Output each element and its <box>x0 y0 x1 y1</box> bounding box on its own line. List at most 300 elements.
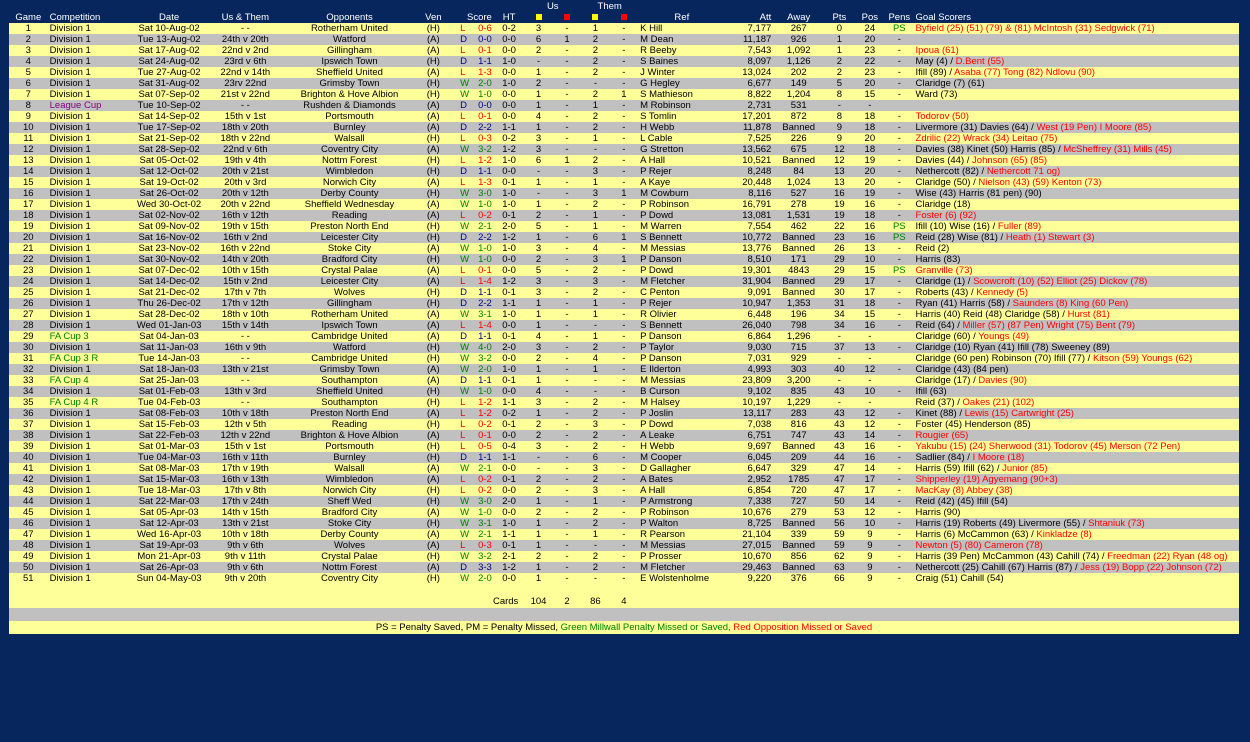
penalties: - <box>885 298 913 309</box>
them-red-cards: - <box>610 23 638 34</box>
us-red-cards: - <box>553 320 581 331</box>
them-red-cards: 1 <box>610 188 638 199</box>
result-score <box>451 551 494 562</box>
points: 43 <box>824 441 854 452</box>
game-number: 29 <box>9 331 48 342</box>
league-positions: 15th v 2nd <box>207 276 283 287</box>
league-positions: 20th v 3rd <box>207 177 283 188</box>
attendance: 9,030 <box>726 342 774 353</box>
competition: Division 1 <box>48 232 131 243</box>
score: 2-1 <box>478 463 492 474</box>
penalties: - <box>885 111 913 122</box>
table-row <box>9 254 1239 265</box>
opponent: Reading <box>283 210 415 221</box>
game-number: 24 <box>9 276 48 287</box>
league-positions: 16th v 2nd <box>207 232 283 243</box>
us-yellow-cards: 2 <box>524 507 552 518</box>
us-yellow-cards: 1 <box>524 529 552 540</box>
league-position: 20 <box>855 78 885 89</box>
half-time-score: 0-1 <box>494 210 524 221</box>
score: 4-0 <box>478 342 492 353</box>
scorer-text: Claridge (10) Ryan (41) Ifill (78) Sweeney (89) <box>915 342 1110 353</box>
us-yellow-cards: 1 <box>524 320 552 331</box>
game-number: 9 <box>9 111 48 122</box>
result-score <box>451 243 494 254</box>
goal-scorers <box>914 342 1239 353</box>
result-score <box>451 562 494 573</box>
attendance: 13,776 <box>726 243 774 254</box>
away-fans: 527 <box>773 188 824 199</box>
us-red-cards: - <box>553 529 581 540</box>
opponent: Brighton & Hove Albion <box>283 89 415 100</box>
them-yellow-cards: 3 <box>581 419 609 430</box>
game-number: 30 <box>9 342 48 353</box>
opponent: Derby County <box>283 529 415 540</box>
scorer-text: Sadlier (84) / <box>915 452 973 463</box>
away-fans: Banned <box>773 276 824 287</box>
match-date: Sat 21-Dec-02 <box>131 287 207 298</box>
game-number: 10 <box>9 122 48 133</box>
game-number: 12 <box>9 144 48 155</box>
league-positions: 19th v 15th <box>207 221 283 232</box>
table-row <box>9 133 1239 144</box>
referee: B Curson <box>638 386 725 397</box>
penalties: - <box>885 56 913 67</box>
competition: Division 1 <box>48 133 131 144</box>
league-position: 12 <box>855 419 885 430</box>
referee: R Olivier <box>638 309 725 320</box>
venue: (H) <box>416 56 452 67</box>
result-score <box>451 232 494 243</box>
points: 0 <box>824 23 854 34</box>
points: 53 <box>824 507 854 518</box>
match-date: Tue 17-Sep-02 <box>131 122 207 133</box>
them-red-cards: - <box>610 133 638 144</box>
referee: P Armstrong <box>638 496 725 507</box>
them-red-cards: - <box>610 474 638 485</box>
us-header: Us <box>546 2 559 12</box>
attendance: 10,947 <box>726 298 774 309</box>
table-row <box>9 34 1239 45</box>
them-yellow-cards: - <box>581 375 609 386</box>
us-red-cards: - <box>553 507 581 518</box>
result-score <box>451 485 494 496</box>
them-red-cards: - <box>610 364 638 375</box>
goal-scorers <box>914 276 1239 287</box>
league-positions: - - <box>207 331 283 342</box>
away-fans: 747 <box>773 430 824 441</box>
result: W <box>460 463 470 474</box>
attendance: 7,554 <box>726 221 774 232</box>
opponent: Wimbledon <box>283 166 415 177</box>
score: 0-2 <box>478 419 492 430</box>
competition: Division 1 <box>48 430 131 441</box>
opponent: Southampton <box>283 375 415 386</box>
opponent: Crystal Palae <box>283 551 415 562</box>
result: L <box>460 408 466 419</box>
result: W <box>460 496 470 507</box>
goal-scorers <box>914 122 1239 133</box>
col-game: Game <box>15 12 42 23</box>
score: 1-2 <box>478 408 492 419</box>
us-yellow-cards: 3 <box>524 144 552 155</box>
table-row <box>9 452 1239 463</box>
us-yellow-cards: 2 <box>524 78 552 89</box>
result-score <box>451 122 494 133</box>
us-red-cards: - <box>553 232 581 243</box>
them-yellow-cards: 3 <box>581 485 609 496</box>
penalties: - <box>885 507 913 518</box>
match-date: Mon 21-Apr-03 <box>131 551 207 562</box>
game-number: 36 <box>9 408 48 419</box>
league-position: 12 <box>855 507 885 518</box>
opponent: Norwich City <box>283 177 415 188</box>
scorer-text: Ifill (63) <box>915 386 947 397</box>
result: W <box>460 353 470 364</box>
us-red-cards: - <box>553 496 581 507</box>
league-position: 14 <box>855 430 885 441</box>
table-row <box>9 166 1239 177</box>
them-yellow-cards: 1 <box>581 529 609 540</box>
attendance: 13,024 <box>726 67 774 78</box>
scorer-text: Harris (19) Roberts (49) Livermore (55) / <box>915 518 1089 529</box>
goal-scorers <box>914 375 1239 386</box>
table-row <box>9 210 1239 221</box>
penalties <box>885 397 913 408</box>
points: 9 <box>824 122 854 133</box>
match-date: Sat 04-Jan-03 <box>131 331 207 342</box>
competition: Division 1 <box>48 408 131 419</box>
score: 2-0 <box>478 573 492 584</box>
away-fans: 267 <box>773 23 824 34</box>
us-yellow-cards: 3 <box>524 276 552 287</box>
result: L <box>460 67 466 78</box>
opponent: Sheffield United <box>283 67 415 78</box>
penalties: PS <box>885 265 913 276</box>
result: W <box>460 529 470 540</box>
away-fans: 84 <box>773 166 824 177</box>
result-score <box>451 573 494 584</box>
result: L <box>460 111 466 122</box>
them-yellow-cards: 6 <box>581 232 609 243</box>
score: 0-1 <box>478 45 492 56</box>
referee: A Hall <box>638 155 725 166</box>
goal-scorers <box>914 298 1239 309</box>
half-time-score: 0-0 <box>494 353 524 364</box>
away-fans: Banned <box>773 562 824 573</box>
half-time-score: 0-1 <box>494 474 524 485</box>
points: 22 <box>824 221 854 232</box>
us-red-cards: - <box>553 188 581 199</box>
venue: (A) <box>416 177 452 188</box>
league-positions: - - <box>207 397 283 408</box>
venue: (A) <box>416 210 452 221</box>
score: 1-3 <box>478 67 492 78</box>
table-row <box>9 122 1239 133</box>
result: W <box>460 254 470 265</box>
league-positions: 16th v 22nd <box>207 243 283 254</box>
them-yellow-cards: 6 <box>581 452 609 463</box>
competition: Division 1 <box>48 573 131 584</box>
game-number: 20 <box>9 232 48 243</box>
league-position: 20 <box>855 34 885 45</box>
scorer-text: Davies (44) / <box>915 155 973 166</box>
us-red-cards: - <box>553 474 581 485</box>
header-row-top <box>9 2 1239 13</box>
match-date: Sat 18-Jan-03 <box>131 364 207 375</box>
league-positions: - - <box>207 375 283 386</box>
points: 1 <box>824 34 854 45</box>
half-time-score: 1-0 <box>494 78 524 89</box>
referee: S Bennett <box>638 320 725 331</box>
penalties: - <box>885 144 913 155</box>
them-red-cards: - <box>610 386 638 397</box>
game-number: 28 <box>9 320 48 331</box>
venue: (A) <box>416 265 452 276</box>
table-row <box>9 408 1239 419</box>
referee: M Dean <box>638 34 725 45</box>
table-row <box>9 298 1239 309</box>
goal-scorers <box>914 199 1239 210</box>
table-row <box>9 144 1239 155</box>
venue: (H) <box>416 166 452 177</box>
them-yellow-cards: 2 <box>581 34 609 45</box>
game-number: 35 <box>9 397 48 408</box>
match-date: Sun 04-May-03 <box>131 573 207 584</box>
col-pts: Pts <box>832 12 847 23</box>
us-red-cards: - <box>553 56 581 67</box>
them-yellow-cards: 3 <box>581 254 609 265</box>
referee: S Tomlin <box>638 111 725 122</box>
league-positions: 15th v 14th <box>207 320 283 331</box>
result: D <box>460 56 467 67</box>
attendance: 11,878 <box>726 122 774 133</box>
table-row <box>9 364 1239 375</box>
col-date: Date <box>159 12 180 23</box>
league-positions: 17th v 12th <box>207 298 283 309</box>
them-yellow-cards: 2 <box>581 67 609 78</box>
competition: Division 1 <box>48 78 131 89</box>
half-time-score: 1-0 <box>494 309 524 320</box>
result-score <box>451 353 494 364</box>
them-red-cards: - <box>610 518 638 529</box>
us-yellow-cards: 1 <box>524 177 552 188</box>
points: - <box>824 331 854 342</box>
them-red-cards: - <box>610 529 638 540</box>
us-red-cards: - <box>553 331 581 342</box>
goal-scorers <box>914 232 1239 243</box>
them-yellow-cards: 2 <box>581 562 609 573</box>
score: 0-2 <box>478 485 492 496</box>
goal-scorers <box>914 34 1239 45</box>
result: W <box>460 78 470 89</box>
attendance: 6,647 <box>726 463 774 474</box>
them-yellow-cards: 1 <box>581 210 609 221</box>
us-yellow-cards: 1 <box>524 518 552 529</box>
result: W <box>460 221 470 232</box>
half-time-score: 0-0 <box>494 386 524 397</box>
goal-scorers <box>914 89 1239 100</box>
league-position: 12 <box>855 364 885 375</box>
referee: P Danson <box>638 353 725 364</box>
venue: (H) <box>416 298 452 309</box>
scorer-text: Ifill (89) / <box>915 67 955 78</box>
penalties: - <box>885 45 913 56</box>
away-fans: 856 <box>773 551 824 562</box>
opponent: Coventry City <box>283 144 415 155</box>
result: L <box>460 210 466 221</box>
league-position: 18 <box>855 210 885 221</box>
scorer-text: Reid (64) / <box>915 320 963 331</box>
us-yellow-cards: 3 <box>524 243 552 254</box>
venue: (H) <box>416 232 452 243</box>
opponent: Derby County <box>283 188 415 199</box>
referee: M Robinson <box>638 100 725 111</box>
them-red-cards: - <box>610 540 638 551</box>
them-yellow-cards: 2 <box>581 507 609 518</box>
game-number: 26 <box>9 298 48 309</box>
referee: A Hall <box>638 485 725 496</box>
score: 0-3 <box>478 540 492 551</box>
venue: (A) <box>416 144 452 155</box>
goal-scorers <box>914 562 1239 573</box>
table-row <box>9 111 1239 122</box>
points: 50 <box>824 496 854 507</box>
points: 13 <box>824 166 854 177</box>
game-number: 47 <box>9 529 48 540</box>
league-positions: 12th v 5th <box>207 419 283 430</box>
match-date: Sat 25-Jan-03 <box>131 375 207 386</box>
scorer-text: D.Bent (55) <box>955 56 1005 67</box>
goal-scorers <box>914 430 1239 441</box>
score: 2-2 <box>478 298 492 309</box>
us-yellow-cards: 1 <box>524 540 552 551</box>
result-score <box>451 177 494 188</box>
col-us-them: Us & Them <box>221 12 269 23</box>
score: 1-1 <box>478 287 492 298</box>
us-yellow-cards: 4 <box>524 111 552 122</box>
scorer-text: Claridge (1) / <box>915 276 974 287</box>
result-score <box>451 529 494 540</box>
opponent: Burnley <box>283 452 415 463</box>
penalties: PS <box>885 23 913 34</box>
attendance: 27,015 <box>726 540 774 551</box>
opponent: Gillingham <box>283 298 415 309</box>
points: 31 <box>824 298 854 309</box>
them-yellow-cards: 1 <box>581 221 609 232</box>
goal-scorers <box>914 573 1239 584</box>
goal-scorers <box>914 265 1239 276</box>
venue: (H) <box>416 419 452 430</box>
scorer-text: Kinkladze (8) <box>1036 529 1092 540</box>
points: 43 <box>824 386 854 397</box>
scorer-text: Livermore (31) Davies (64) / <box>915 122 1037 133</box>
goal-scorers <box>914 397 1239 408</box>
away-fans: Banned <box>773 540 824 551</box>
game-number: 31 <box>9 353 48 364</box>
us-red-cards: - <box>553 408 581 419</box>
attendance: 29,463 <box>726 562 774 573</box>
opponent: Nottm Forest <box>283 562 415 573</box>
competition: Division 1 <box>48 342 131 353</box>
venue: (A) <box>416 463 452 474</box>
match-date: Sat 10-Aug-02 <box>131 23 207 34</box>
them-yellow-cards: 2 <box>581 342 609 353</box>
score: 3-1 <box>478 309 492 320</box>
them-red-cards: - <box>610 298 638 309</box>
away-fans: 1,204 <box>773 89 824 100</box>
them-yellow-cards: 2 <box>581 408 609 419</box>
table-row <box>9 309 1239 320</box>
scorer-text: Yakubu (15) (24) Sherwood (31) Todorov (45) Merson (72 Pen) <box>915 441 1181 452</box>
referee: P Dowd <box>638 419 725 430</box>
points: 44 <box>824 452 854 463</box>
league-position: 9 <box>855 551 885 562</box>
scorer-text: Ifill (10) Wise (16) / <box>915 221 998 232</box>
referee: M Warren <box>638 221 725 232</box>
half-time-score: 0-2 <box>494 23 524 34</box>
attendance: 6,045 <box>726 452 774 463</box>
competition: Division 1 <box>48 122 131 133</box>
them-red-cards: - <box>610 397 638 408</box>
them-yellow-cards: - <box>581 320 609 331</box>
referee: L Cable <box>638 133 725 144</box>
match-date: Sat 01-Feb-03 <box>131 386 207 397</box>
them-yellow-cards: 2 <box>581 518 609 529</box>
scorer-text: Jess (19) Bopp (22) Johnson (72) <box>1080 562 1222 573</box>
half-time-score: 0-0 <box>494 89 524 100</box>
us-red-cards: - <box>553 430 581 441</box>
half-time-score: 0-0 <box>494 166 524 177</box>
result-score <box>451 441 494 452</box>
venue: (H) <box>416 551 452 562</box>
opponent: Grimsby Town <box>283 78 415 89</box>
scorer-text: Craig (51) Cahill (54) <box>915 573 1004 584</box>
venue: (H) <box>416 133 452 144</box>
game-number: 38 <box>9 430 48 441</box>
points: 43 <box>824 408 854 419</box>
league-position: 16 <box>855 232 885 243</box>
result-score <box>451 364 494 375</box>
them-yellow-cards: - <box>581 573 609 584</box>
goal-scorers <box>914 386 1239 397</box>
penalties: - <box>885 496 913 507</box>
result-score <box>451 23 494 34</box>
goal-scorers <box>914 177 1239 188</box>
scorer-text: Reid (2) <box>915 243 950 254</box>
match-date: Sat 19-Apr-03 <box>131 540 207 551</box>
table-row <box>9 177 1239 188</box>
scorer-text: Hurst (81) <box>1067 309 1110 320</box>
score: 3-2 <box>478 353 492 364</box>
result-score <box>451 199 494 210</box>
col-goal-scorers: Goal Scorers <box>915 12 971 23</box>
league-position: 9 <box>855 573 885 584</box>
league-positions: 9th v 11th <box>207 551 283 562</box>
result-score <box>451 56 494 67</box>
goal-scorers <box>914 540 1239 551</box>
half-time-score: 0-0 <box>494 507 524 518</box>
game-number: 46 <box>9 518 48 529</box>
league-positions: 22nd v 2nd <box>207 45 283 56</box>
match-date: Tue 10-Sep-02 <box>131 100 207 111</box>
away-fans: 872 <box>773 111 824 122</box>
league-position: 20 <box>855 133 885 144</box>
results-body <box>9 23 1239 584</box>
penalties <box>885 353 913 364</box>
them-red-cards: - <box>610 210 638 221</box>
score: 3-0 <box>478 188 492 199</box>
